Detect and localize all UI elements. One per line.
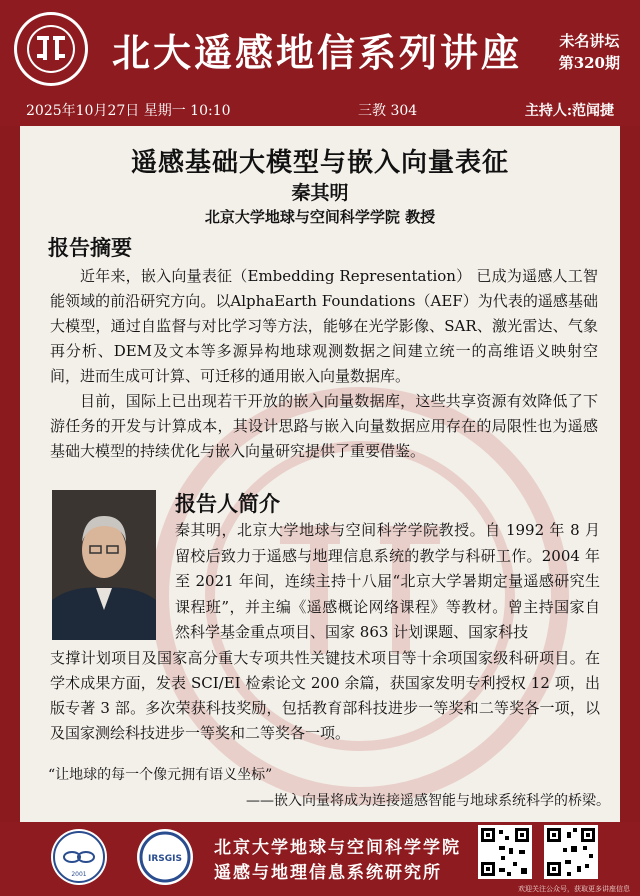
society-logo [50, 828, 108, 886]
footer [0, 822, 640, 896]
institute-name: 遥感与地理信息系统研究所 [214, 863, 442, 883]
series-title: 北大遥感地信系列讲座 [112, 30, 523, 75]
header [0, 0, 640, 126]
event-host: 主持人:范闻捷 [524, 103, 614, 119]
peking-university-logo [12, 10, 90, 88]
qr-code-icon[interactable] [478, 825, 532, 879]
talk-title: 遥感基础大模型与嵌入向量表征 [130, 148, 509, 178]
qr-code-icon[interactable] [544, 825, 598, 879]
irsgis-logo [136, 828, 194, 886]
bio-text-bottom: 支撑计划项目及国家高分重大专项共性关键技术项目等十余项国家级科研项目。在学术成果方面，发表 SCI/EI 检索论文 200 余篇，获国家发明专利授权 12 项，出版专著 3 部。多次荣获科技奖励，包括教育部科技进步一等奖和二等奖各一项，以及国家测绘科技进步一等奖和二等奖各一项。 [50, 649, 600, 742]
school-name: 北京大学地球与空间科学学院 [214, 838, 461, 858]
event-datetime: 2025年10月27日 星期一 10:10 [26, 103, 231, 119]
quote-line: “让地球的每一个像元拥有语义坐标” [48, 767, 273, 783]
quote-signature: ——嵌入向量将成为连接遥感智能与地球系统科学的桥梁。 [246, 793, 610, 809]
abstract-paragraph: 近年来，嵌入向量表征（Embedding Representation） 已成为遥感人工智能领域的前沿研究方向。以AlphaEarth Foundations（AEF）为代表的遥感基础大模型，通过自监督与对比学习等方法，能够在光学影像、SAR、激光雷达、气象再分析、DEM及文本等多源异构地球观测数据之间建立统一的高维语义映射空间，进而生成可计算、可迁移的通用嵌入向量数据库。 [50, 267, 598, 385]
issue-number: 第320期 [558, 54, 620, 72]
irsgis-logo-text: IRSGIS [148, 854, 182, 864]
event-info [0, 96, 640, 120]
abstract-paragraph: 目前，国际上已出现若干开放的嵌入向量数据库，这些共享资源有效降低了下游任务的开发与计算成本，其设计思路与嵌入向量数据应用存在的局限性也为遥感基础大模型的持续优化与嵌入向量研究提供了重要借鉴。 [50, 392, 598, 460]
content-panel [20, 126, 620, 822]
bio-text-top: 秦其明，北京大学地球与空间科学学院教授。自 1992 年 8 月留校后致力于遥感与地理信息系统的教学与科研工作。2004 年至 2021 年间，连续主持十八届“北京大学暑期定量遥感研究生课程班”，并主编《遥感概论网络课程》等教材。曾主持国家自然科学基金重点项目、国家 863 计划课题、国家科技 [175, 521, 600, 641]
society-logo-year: 2001 [71, 871, 87, 878]
speaker-affiliation: 北京大学地球与空间科学学院 教授 [204, 208, 436, 226]
organization-name [214, 836, 461, 886]
follow-hint: 欢迎关注公众号，获取更多讲座信息 [518, 885, 630, 893]
speaker-name: 秦其明 [291, 182, 349, 204]
bio-heading: 报告人简介 [175, 491, 280, 516]
forum-name: 未名讲坛 [559, 32, 620, 50]
abstract-body [50, 264, 598, 464]
speaker-photo [52, 490, 156, 640]
abstract-heading: 报告摘要 [48, 235, 132, 260]
event-room: 三教 304 [358, 103, 418, 119]
speaker-portrait-icon [52, 490, 156, 640]
series-tag [559, 30, 620, 74]
